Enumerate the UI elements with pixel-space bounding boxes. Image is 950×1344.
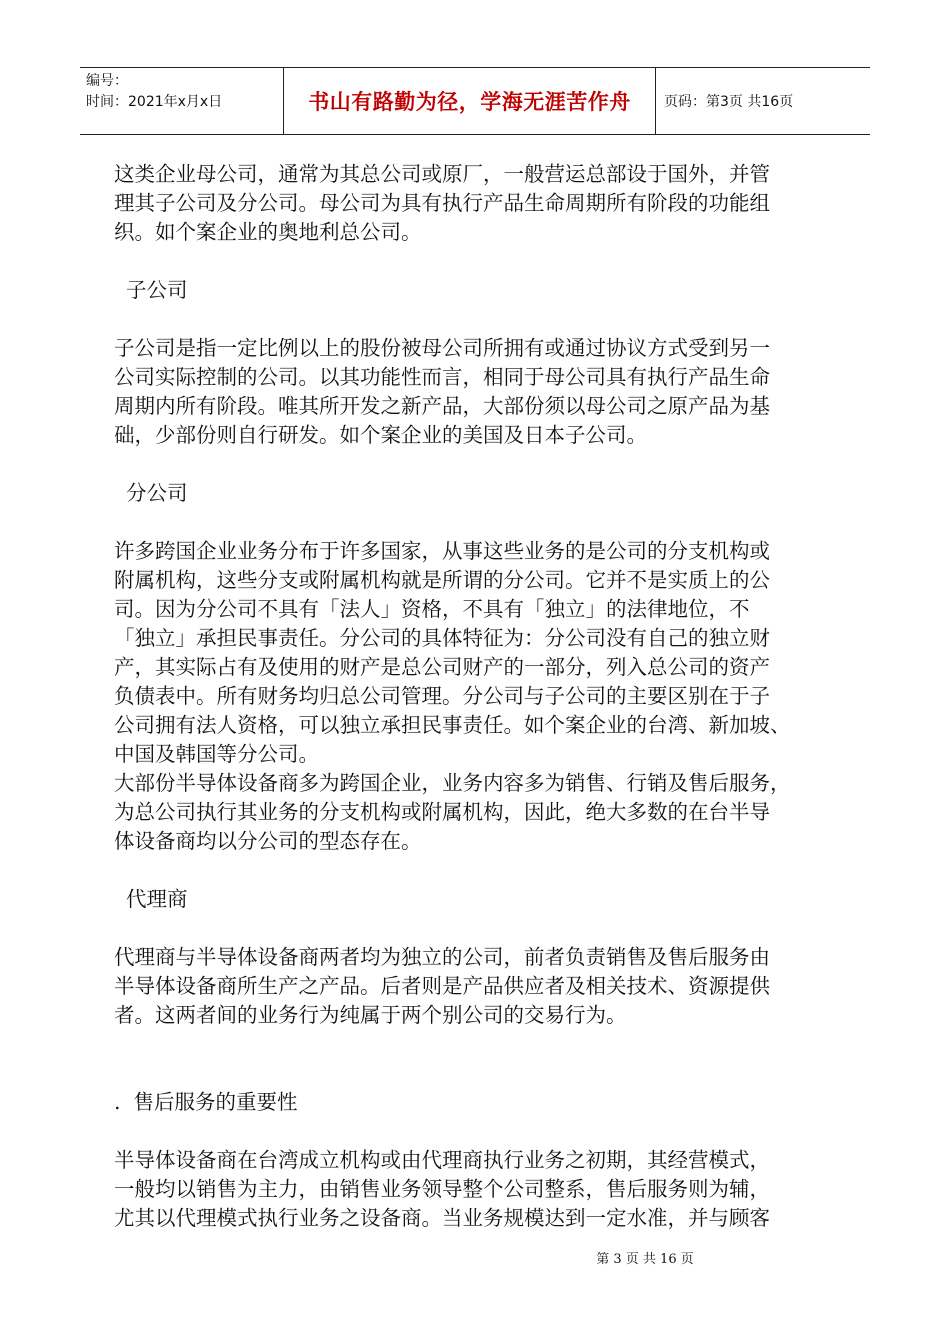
- text-line: 织。如个案企业的奥地利总公司。: [114, 220, 422, 244]
- text-line: 子公司是指一定比例以上的股份被母公司所拥有或通过协议方式受到另一: [114, 336, 770, 360]
- heading-branch: 分公司: [126, 481, 188, 505]
- paragraph-subsidiary: [114, 334, 836, 450]
- paragraph-parent-company: [114, 160, 836, 247]
- header-meta: [80, 68, 284, 134]
- paragraph-semiconductor-vendors: [114, 769, 836, 856]
- document-time-label: 时间：2021年x月x日: [86, 94, 223, 110]
- text-line: 半导体设备商在台湾成立机构或由代理商执行业务之初期，其经营模式，: [114, 1148, 770, 1172]
- text-line: 础，少部份则自行研发。如个案企业的美国及日本子公司。: [114, 423, 647, 447]
- paragraph-branch: [114, 537, 836, 769]
- heading-after-sales-service: . 售后服务的重要性: [114, 1090, 298, 1114]
- text-line: 体设备商均以分公司的型态存在。: [114, 829, 422, 853]
- document-number-label: 编号：: [86, 73, 128, 89]
- text-line: 这类企业母公司，通常为其总公司或原厂，一般营运总部设于国外，并管: [114, 162, 770, 186]
- document-body: [114, 160, 836, 1233]
- text-line: 许多跨国企业业务分布于许多国家，从事这些业务的是公司的分支机构或: [114, 539, 770, 563]
- text-line: 为总公司执行其业务的分支机构或附属机构，因此，绝大多数的在台半导: [114, 800, 770, 824]
- text-line: 者。这两者间的业务行为纯属于两个别公司的交易行为。: [114, 1003, 627, 1027]
- text-line: 负债表中。所有财务均归总公司管理。分公司与子公司的主要区别在于子: [114, 684, 770, 708]
- text-line: 司。因为分公司不具有「法人」资格，不具有「独立」的法律地位，不: [114, 597, 750, 621]
- text-line: 中国及韩国等分公司。: [114, 742, 319, 766]
- text-line: 代理商与半导体设备商两者均为独立的公司，前者负责销售及售后服务由: [114, 945, 770, 969]
- text-line: 尤其以代理模式执行业务之设备商。当业务规模达到一定水准，并与顾客: [114, 1206, 770, 1230]
- heading-agent: 代理商: [126, 887, 188, 911]
- text-line: 周期内所有阶段。唯其所开发之新产品，大部份须以母公司之原产品为基: [114, 394, 770, 418]
- text-line: 公司实际控制的公司。以其功能性而言，相同于母公司具有执行产品生命: [114, 365, 770, 389]
- text-line: 「独立」承担民事责任。分公司的具体特征为：分公司没有自己的独立财: [114, 626, 770, 650]
- text-line: 大部份半导体设备商多为跨国企业，业务内容多为销售、行销及售后服务，: [114, 771, 791, 795]
- page-header: [80, 67, 870, 135]
- text-line: 附属机构，这些分支或附属机构就是所谓的分公司。它并不是实质上的公: [114, 568, 770, 592]
- paragraph-agent: [114, 943, 836, 1030]
- header-page-code: 页码：第3页 共16页: [664, 94, 794, 110]
- heading-subsidiary: 子公司: [126, 278, 188, 302]
- header-motto: 书山有路勤为径，学海无涯苦作舟: [284, 68, 656, 134]
- text-line: 一般均以销售为主力，由销售业务领导整个公司整系，售后服务则为辅，: [114, 1177, 770, 1201]
- text-line: 理其子公司及分公司。母公司为具有执行产品生命周期所有阶段的功能组: [114, 191, 770, 215]
- page-footer: 第 3 页 共 16 页: [596, 1252, 694, 1267]
- text-line: 半导体设备商所生产之产品。后者则是产品供应者及相关技术、资源提供: [114, 974, 770, 998]
- text-line: 产，其实际占有及使用的财产是总公司财产的一部分，列入总公司的资产: [114, 655, 770, 679]
- paragraph-after-sales: [114, 1146, 836, 1233]
- text-line: 公司拥有法人资格，可以独立承担民事责任。如个案企业的台湾、新加坡、: [114, 713, 791, 737]
